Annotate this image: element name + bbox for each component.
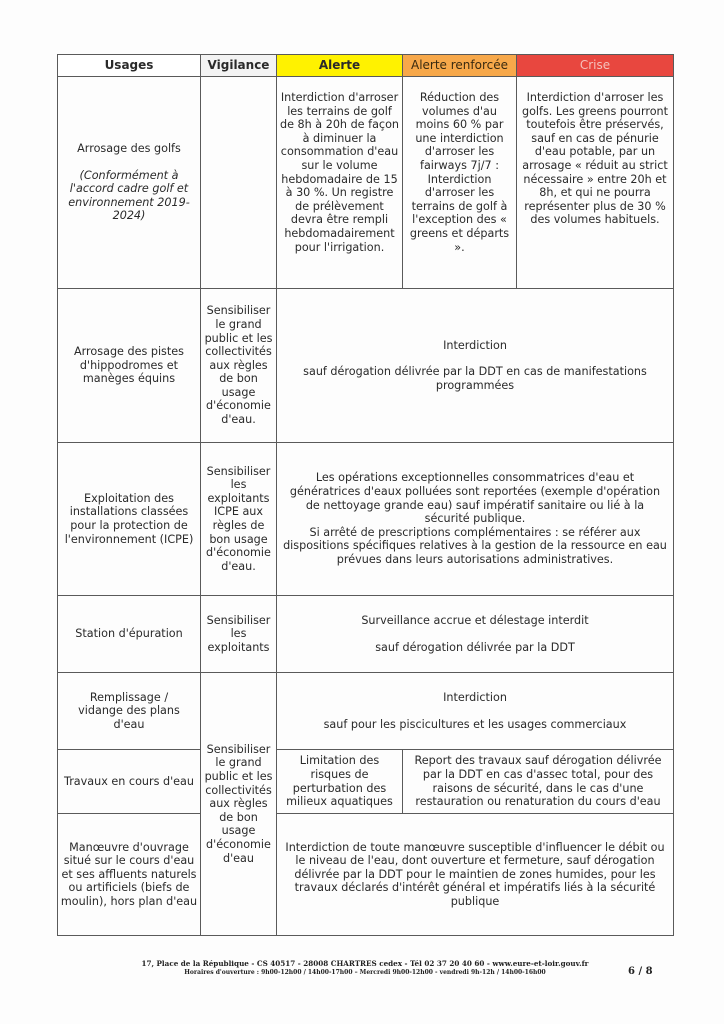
table-row [58,673,674,750]
measure-main: Surveillance accrue et délestage interdit [361,613,589,627]
renforcee-crise-cell: Report des travaux sauf dérogation délivrée par la DDT en cas d'assec total, pour des raisons de sécurité, dans le cas d'une restauration ou renaturation du cours d'eau [403,750,674,814]
vigilance-cell [201,77,277,289]
table-row [58,814,674,936]
header-vigilance: Vigilance [201,55,277,77]
footer-address: 17, Place de la République - CS 40517 - 28008 CHARTRES cedex - Tél 02 37 20 40 60 - www.eure-et-loir.gouv.fr [141,959,589,968]
header-usages: Usages [58,55,201,77]
alerte-renforcee-cell: Réduction des volumes d'au moins 60 % par une interdiction d'arroser les fairways 7j/7 : Interdiction d'arroser les terrains de golf à l'exception des « greens et départs ». [403,77,517,289]
header-alerte: Alerte [277,55,403,77]
crise-cell: Interdiction d'arroser les golfs. Les greens pourront toutefois être préservés, sauf en cas de pénurie d'eau potable, par un arrosage « réduit au strict nécessaire » entre 20h et 8h, et qui ne pourra représenter plus de 30 % des volumes habituels. [517,77,674,289]
usage-label: Arrosage des golfs [77,142,181,156]
usage-cell: Manœuvre d'ouvrage situé sur le cours d'eau et ses affluents naturels ou artificiels (biefs de moulin), hors plan d'eau [58,814,201,936]
usage-cell: Remplissage / vidange des plans d'eau [58,673,201,750]
merged-measure-cell [277,596,674,673]
measure-exception: sauf dérogation délivrée par la DDT [375,640,575,654]
vigilance-cell: Sensibiliser le grand public et les collectivités aux règles de bon usage d'économie d'eau. [201,289,277,443]
merged-measure-cell [277,443,674,596]
page-number: 6 / 8 [628,966,653,977]
table-row [58,77,674,289]
usage-cell: Arrosage des pistes d'hippodromes et manèges équins [58,289,201,443]
measure-main: Interdiction [443,690,507,704]
measure-exception: sauf dérogation délivrée par la DDT en cas de manifestations programmées [303,365,647,392]
measure-main: Interdiction [443,338,507,352]
alerte-cell: Limitation des risques de perturbation des milieux aquatiques [277,750,403,814]
table-row [58,289,674,443]
merged-measure-cell [277,673,674,750]
header-crise: Crise [517,55,674,77]
measure-exception: sauf pour les piscicultures et les usages commerciaux [323,717,627,731]
vigilance-cell: Sensibiliser les exploitants [201,596,277,673]
usage-cell: Station d'épuration [58,596,201,673]
table-row [58,443,674,596]
usage-cell: Travaux en cours d'eau [58,750,201,814]
vigilance-shared-cell: Sensibiliser le grand public et les collectivités aux règles de bon usage d'économie d'eau [201,673,277,936]
usage-cell [58,77,201,289]
measure-complement: Si arrêté de prescriptions complémentaires : se référer aux dispositions spécifiques relatives à la gestion de la ressource en eau prévues dans leurs autorisations administratives. [283,525,667,566]
restrictions-table [57,54,674,936]
footer-hours: Horaires d'ouverture : 9h00-12h00 / 14h00-17h00 – Mercredi 9h00-12h00 - vendredi 9h-12h / 14h00-16h00 [184,969,546,976]
alerte-cell: Interdiction d'arroser les terrains de golf de 8h à 20h de façon à diminuer la consommation d'eau sur le volume hebdomadaire de 15 à 30 %. Un registre de prélèvement devra être rempli hebdomadairement pour l'irrigation. [277,77,403,289]
header-alerte-renforcee: Alerte renforcée [403,55,517,77]
table-row [58,750,674,814]
measure-main: Les opérations exceptionnelles consommatrices d'eau et génératrices d'eaux polluées sont reportées (exemple d'opération de nettoyage grande eau) sauf impératif sanitaire ou lié à la sécurité publique. [289,471,661,526]
usage-note: (Conformément à l'accord cadre golf et environnement 2019-2024) [68,168,190,223]
table-header-row [58,55,674,77]
table-row [58,596,674,673]
vigilance-cell: Sensibiliser les exploitants ICPE aux règles de bon usage d'économie d'eau. [201,443,277,596]
merged-measure-cell [277,289,674,443]
usage-cell: Exploitation des installations classées pour la protection de l'environnement (ICPE) [58,443,201,596]
merged-measure-cell: Interdiction de toute manœuvre susceptible d'influencer le débit ou le niveau de l'eau, dont ouverture et fermeture, sauf dérogation délivrée par la DDT pour le maintien de zones humides, pour les travaux déclarés d'intérêt général et impératifs liés à la sécurité publique [277,814,674,936]
